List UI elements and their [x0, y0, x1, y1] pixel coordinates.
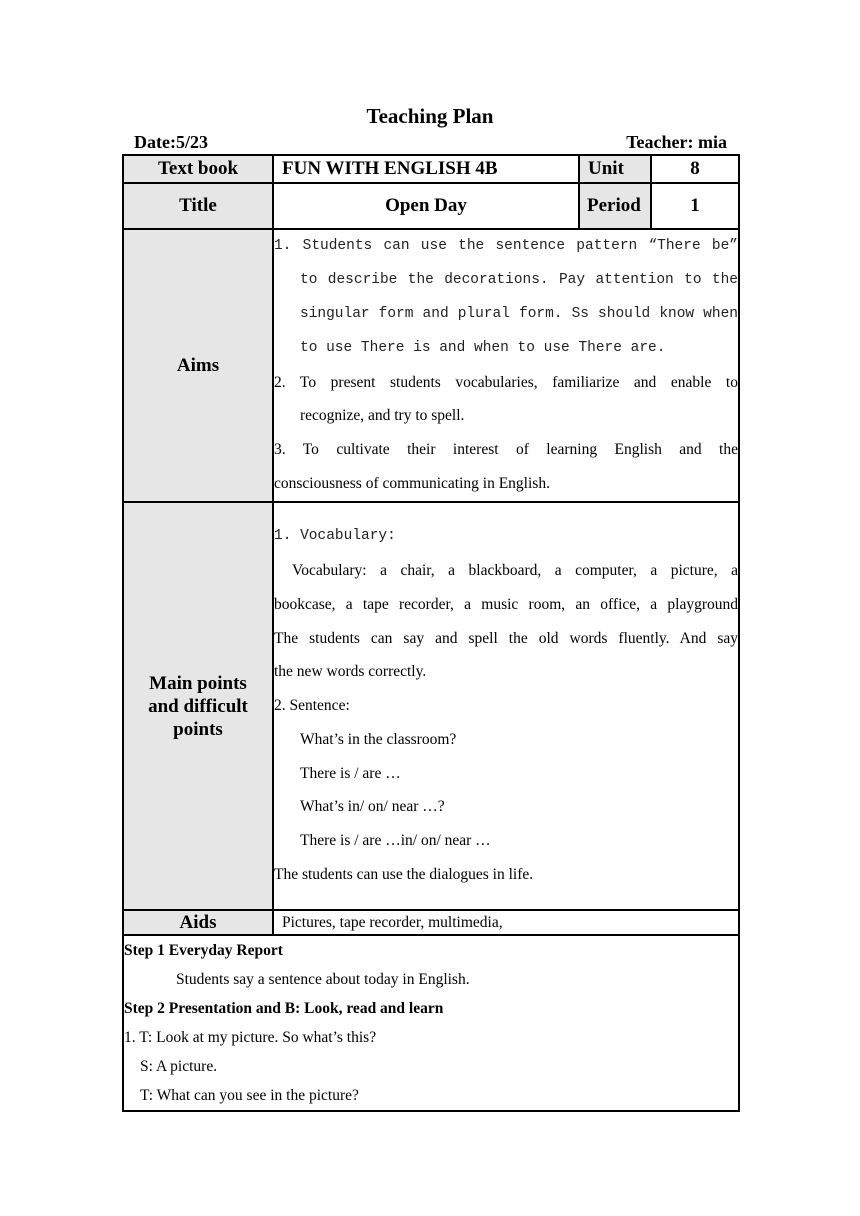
aids-value: Pictures, tape recorder, multimedia,: [273, 910, 739, 935]
aims-line: singular form and plural form. Ss should know when: [300, 305, 738, 322]
aims-line: to use There is and when to use There are.: [300, 339, 666, 356]
date-label: Date:5/23: [134, 132, 208, 152]
main-line: Vocabulary: a chair, a blackboard, a computer, a picture, a: [292, 561, 738, 579]
title-value: Open Day: [273, 183, 579, 229]
period-value: 1: [651, 183, 739, 229]
unit-value: 8: [651, 155, 739, 183]
title-row: [123, 183, 739, 229]
aids-row: [123, 910, 739, 935]
period-label: Period: [579, 183, 651, 229]
main-line: There is / are …in/ on/ near …: [300, 832, 491, 850]
textbook-value: FUN WITH ENGLISH 4B: [273, 155, 579, 183]
unit-label: Unit: [579, 155, 651, 183]
textbook-label: Text book: [123, 155, 273, 183]
aims-content: [273, 229, 739, 502]
aims-line: to describe the decorations. Pay attention to the: [300, 272, 738, 289]
step-heading: Step 2 Presentation and B: Look, read and learn: [124, 1000, 444, 1017]
aims-line: 3. To cultivate their interest of learning English and the: [274, 441, 738, 459]
main-line: 1. Vocabulary:: [274, 528, 396, 545]
steps-content: [123, 935, 739, 1111]
step-heading: Step 1 Everyday Report: [124, 942, 283, 959]
aims-row: [123, 229, 739, 502]
title-label: Title: [123, 183, 273, 229]
step-line: 1. T: Look at my picture. So what’s this?: [124, 1029, 377, 1046]
main-line: What’s in the classroom?: [300, 730, 457, 748]
main-points-label: Main points and difficult points: [123, 502, 273, 910]
aims-line: 2. To present students vocabularies, familiarize and enable to: [274, 373, 738, 391]
textbook-row: [123, 155, 739, 183]
teacher-label: Teacher: mia: [626, 132, 727, 152]
main-line: The students can use the dialogues in life.: [274, 866, 534, 884]
step-line: Students say a sentence about today in English.: [176, 971, 470, 988]
aims-line: consciousness of communicating in English.: [274, 474, 550, 492]
main-points-content: [273, 502, 739, 910]
aims-label: Aims: [123, 229, 273, 502]
main-line: bookcase, a tape recorder, a music room, an office, a playground: [274, 595, 738, 613]
main-line: the new words correctly.: [274, 663, 427, 681]
page-title: Teaching Plan: [366, 104, 494, 128]
main-line: 2. Sentence:: [274, 697, 350, 715]
main-line: The students can say and spell the old words fluently. And say: [274, 629, 738, 647]
step-line: T: What can you see in the picture?: [140, 1087, 359, 1104]
aims-line: recognize, and try to spell.: [300, 407, 465, 425]
main-line: There is / are …: [300, 764, 401, 782]
aims-line: 1. Students can use the sentence pattern “There be”: [274, 238, 738, 255]
steps-row: [123, 935, 739, 1111]
aids-label: Aids: [123, 910, 273, 935]
main-points-row: [123, 502, 739, 910]
teaching-plan-table: [122, 154, 740, 1112]
step-line: S: A picture.: [140, 1058, 218, 1075]
main-line: What’s in/ on/ near …?: [300, 798, 445, 816]
